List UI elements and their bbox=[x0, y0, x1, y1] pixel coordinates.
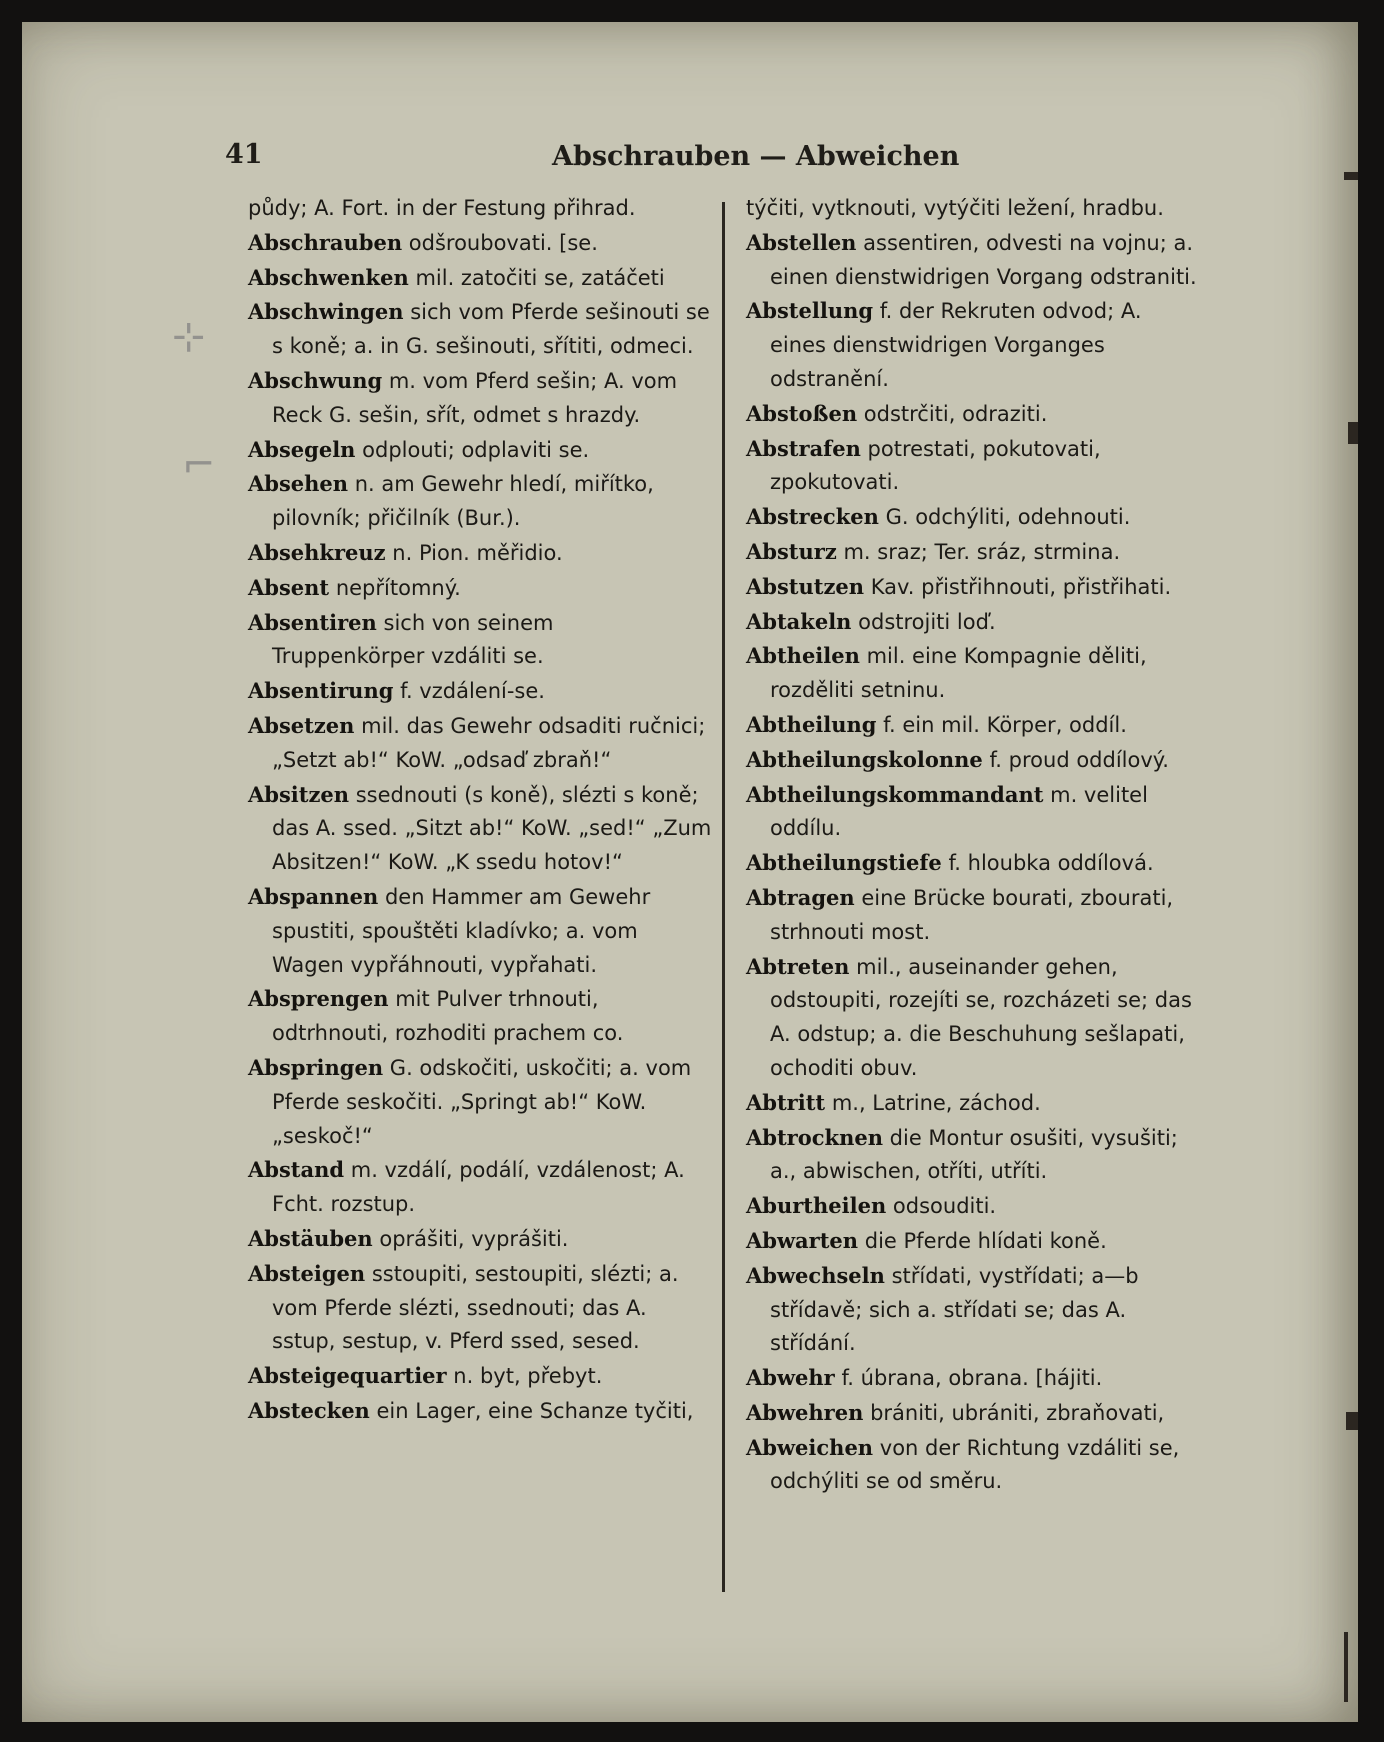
page-number: 41 bbox=[225, 139, 263, 170]
dictionary-entry bbox=[746, 778, 1200, 847]
entry-definition: odšroubovati. [se. bbox=[408, 230, 598, 255]
entry-definition: brániti, ubrániti, zbraňovati, bbox=[870, 1400, 1165, 1425]
dictionary-entry bbox=[248, 1051, 712, 1153]
entry-headword: Abstand bbox=[248, 1157, 345, 1183]
entry-headword: Aburtheilen bbox=[746, 1193, 887, 1219]
entry-definition: f. proud oddílový. bbox=[989, 747, 1169, 772]
entry-definition: m., Latrine, záchod. bbox=[831, 1090, 1041, 1115]
running-head: Abschrauben — Abweichen bbox=[552, 141, 960, 172]
entry-headword: Abwechseln bbox=[746, 1262, 885, 1288]
dictionary-entry bbox=[248, 467, 712, 536]
dictionary-entry bbox=[248, 226, 712, 261]
dictionary-entry bbox=[746, 1121, 1200, 1190]
entry-headword: Abstutzen bbox=[746, 573, 865, 599]
entry-definition: G. odchýliti, odehnouti. bbox=[885, 505, 1131, 530]
entry-headword: Absehkreuz bbox=[248, 539, 386, 565]
pencil-mark-icon: ⌐ bbox=[182, 442, 216, 488]
dictionary-entry bbox=[746, 1086, 1200, 1121]
dictionary-entry bbox=[248, 709, 712, 778]
dictionary-entry bbox=[746, 950, 1200, 1086]
entry-headword: Abspringen bbox=[248, 1054, 384, 1080]
dictionary-entry bbox=[248, 261, 712, 296]
entry-definition: f. úbrana, obrana. [hájiti. bbox=[841, 1366, 1103, 1391]
entry-definition: m. vom Pferd sešin; A. vom Reck G. sešin, sřít, odmet s hrazdy. bbox=[272, 368, 678, 427]
entry-headword: Absent bbox=[248, 574, 330, 600]
entry-definition: odplouti; odplaviti se. bbox=[362, 437, 590, 462]
dictionary-entry bbox=[248, 1222, 712, 1257]
entry-headword: Abtheilung bbox=[746, 711, 877, 737]
dictionary-entry bbox=[746, 432, 1200, 501]
dictionary-entry bbox=[746, 1224, 1200, 1259]
entry-definition: odstrojiti loď. bbox=[858, 609, 996, 634]
entry-headword: Abstellung bbox=[746, 298, 874, 324]
entry-definition: půdy; A. Fort. in der Festung přihrad. bbox=[248, 196, 636, 220]
entry-definition: die Pferde hlídati koně. bbox=[864, 1228, 1107, 1253]
dictionary-entry bbox=[746, 226, 1200, 295]
entry-definition: potrestati, pokutovati, zpokutovati. bbox=[770, 436, 1101, 495]
right-column bbox=[746, 192, 1200, 1499]
entry-definition: f. ein mil. Körper, oddíl. bbox=[883, 712, 1127, 737]
entry-definition: střídati, vystřídati; a—b střídavě; sich a. střídati se; das A. střídání. bbox=[770, 1263, 1139, 1356]
left-column bbox=[248, 192, 712, 1429]
dictionary-entry bbox=[746, 743, 1200, 778]
entry-headword: Abstoßen bbox=[746, 400, 858, 426]
edge-mark bbox=[1346, 1412, 1358, 1430]
entry-definition: sich von seinem Truppenkörper vzdáliti se. bbox=[272, 610, 554, 669]
entry-definition: eine Brücke bourati, zbourati, strhnouti most. bbox=[770, 885, 1174, 944]
entry-definition: n. byt, přebyt. bbox=[453, 1364, 603, 1389]
dictionary-entry bbox=[248, 1153, 712, 1222]
entry-headword: Abstäuben bbox=[248, 1225, 373, 1251]
entry-definition: sich vom Pferde sešinouti se s koně; a. in G. sešinouti, sřítiti, odmeci. bbox=[272, 300, 710, 359]
entry-headword: Absteigequartier bbox=[248, 1363, 447, 1389]
dictionary-entry bbox=[746, 397, 1200, 432]
entry-definition: G. odskočiti, uskočiti; a. vom Pferde seskočiti. „Springt ab!“ KoW. „seskoč!“ bbox=[272, 1055, 692, 1148]
dictionary-entry bbox=[746, 535, 1200, 570]
dictionary-entry bbox=[746, 605, 1200, 640]
entry-headword: Abstecken bbox=[248, 1397, 370, 1423]
dictionary-entry bbox=[248, 364, 712, 433]
entry-headword: Abschwenken bbox=[248, 264, 409, 290]
entry-definition: m. vzdálí, podálí, vzdálenost; A. Fcht. rozstup. bbox=[272, 1158, 685, 1217]
entry-definition: n. am Gewehr hledí, miřítko, pilovník; přičilník (Bur.). bbox=[272, 472, 654, 531]
entry-headword: Abtheilungskolonne bbox=[746, 746, 983, 772]
entry-headword: Abtheilungstiefe bbox=[746, 850, 942, 876]
entry-definition: mil. eine Kompagnie děliti, rozděliti setninu. bbox=[770, 644, 1147, 703]
entry-definition: mil. das Gewehr odsaditi ručnici; „Setzt ab!“ KoW. „odsaď zbraň!“ bbox=[272, 713, 706, 772]
edge-mark bbox=[1344, 1632, 1348, 1702]
entry-headword: Absegeln bbox=[248, 436, 356, 462]
entry-headword: Abschwingen bbox=[248, 299, 404, 325]
entry-headword: Abtakeln bbox=[746, 608, 852, 634]
entry-headword: Absehen bbox=[248, 471, 349, 497]
entry-definition: ein Lager, eine Schanze tyčiti, bbox=[376, 1398, 694, 1423]
dictionary-entry bbox=[248, 778, 712, 880]
dictionary-entry bbox=[248, 1257, 712, 1359]
entry-headword: Abtrocknen bbox=[746, 1124, 883, 1150]
dictionary-entry bbox=[248, 192, 712, 226]
entry-headword: Absetzen bbox=[248, 712, 355, 738]
dictionary-entry bbox=[248, 1394, 712, 1429]
dictionary-entry bbox=[746, 1259, 1200, 1361]
dictionary-entry bbox=[746, 1361, 1200, 1396]
entry-headword: Absentiren bbox=[248, 609, 377, 635]
entry-definition: f. hloubka oddílová. bbox=[948, 851, 1154, 876]
entry-definition: von der Richtung vzdáliti se, odchýliti se od směru. bbox=[770, 1435, 1180, 1494]
dictionary-entry bbox=[746, 1431, 1200, 1500]
entry-definition: mit Pulver trhnouti, odtrhnouti, rozhoditi prachem co. bbox=[272, 987, 624, 1046]
entry-headword: Abwehren bbox=[746, 1399, 864, 1425]
dictionary-entry bbox=[248, 433, 712, 468]
entry-headword: Absteigen bbox=[248, 1260, 366, 1286]
dictionary-entry bbox=[746, 192, 1200, 226]
entry-definition: f. der Rekruten odvod; A. eines dienstwidrigen Vorganges odstranění. bbox=[770, 299, 1142, 391]
dictionary-entry bbox=[248, 295, 712, 364]
entry-definition: sstoupiti, sestoupiti, slézti; a. vom Pferde slézti, ssednouti; das A. sstup, sestup, v. Pferd ssed, sesed. bbox=[272, 1261, 679, 1354]
entry-headword: Abstrecken bbox=[746, 504, 879, 530]
entry-definition: oprášiti, vyprášiti. bbox=[379, 1226, 569, 1251]
dictionary-entry bbox=[248, 606, 712, 675]
dictionary-entry bbox=[746, 639, 1200, 708]
entry-headword: Absitzen bbox=[248, 781, 350, 807]
entry-definition: odstrčiti, odraziti. bbox=[863, 401, 1048, 426]
entry-definition: týčiti, vytknouti, vytýčiti ležení, hradbu. bbox=[746, 196, 1164, 220]
entry-definition: assentiren, odvesti na vojnu; a. einen dienstwidrigen Vorgang odstraniti. bbox=[770, 230, 1197, 289]
dictionary-entry bbox=[746, 846, 1200, 881]
entry-headword: Abtreten bbox=[746, 953, 850, 979]
entry-headword: Absturz bbox=[746, 538, 837, 564]
entry-headword: Abweichen bbox=[746, 1434, 874, 1460]
entry-headword: Abstrafen bbox=[746, 435, 861, 461]
dictionary-page bbox=[22, 22, 1358, 1722]
dictionary-entry bbox=[746, 294, 1200, 396]
entry-definition: n. Pion. měřidio. bbox=[392, 540, 563, 565]
entry-definition: nepřítomný. bbox=[335, 575, 461, 600]
dictionary-entry bbox=[746, 708, 1200, 743]
dictionary-entry bbox=[248, 1359, 712, 1394]
entry-definition: m. velitel oddílu. bbox=[770, 782, 1148, 841]
entry-definition: mil. zatočiti se, zatáčeti bbox=[415, 265, 665, 290]
entry-headword: Abschwung bbox=[248, 367, 383, 393]
entry-headword: Abtheilen bbox=[746, 643, 860, 669]
entry-headword: Abwehr bbox=[746, 1365, 835, 1391]
dictionary-entry bbox=[746, 1189, 1200, 1224]
entry-definition: Kav. přistřihnouti, přistřihati. bbox=[870, 574, 1172, 599]
pencil-mark-icon: ⊹ bbox=[172, 314, 206, 360]
edge-mark bbox=[1344, 172, 1358, 180]
edge-mark bbox=[1348, 422, 1358, 444]
entry-definition: m. sraz; Ter. sráz, strmina. bbox=[843, 539, 1121, 564]
entry-headword: Abwarten bbox=[746, 1227, 859, 1253]
dictionary-entry bbox=[248, 880, 712, 982]
entry-headword: Abtheilungskommandant bbox=[746, 781, 1044, 807]
entry-definition: mil., auseinander gehen, odstoupiti, rozejíti se, rozcházeti se; das A. odstup; a. die Beschuhung sešlapati, ochoditi obuv. bbox=[770, 954, 1192, 1080]
entry-headword: Absprengen bbox=[248, 986, 389, 1012]
dictionary-entry bbox=[248, 982, 712, 1051]
entry-headword: Absentirung bbox=[248, 678, 394, 704]
entry-headword: Abstellen bbox=[746, 229, 857, 255]
column-divider bbox=[722, 202, 725, 1592]
entry-definition: odsouditi. bbox=[892, 1194, 997, 1219]
entry-definition: die Montur osušiti, vysušiti; a., abwischen, otříti, utříti. bbox=[770, 1125, 1178, 1184]
dictionary-entry bbox=[248, 536, 712, 571]
dictionary-entry bbox=[248, 571, 712, 606]
entry-headword: Abtritt bbox=[746, 1089, 826, 1115]
entry-definition: den Hammer am Gewehr spustiti, spouštěti kladívko; a. vom Wagen vypřáhnouti, vypřahati. bbox=[272, 884, 651, 977]
entry-headword: Abschrauben bbox=[248, 229, 403, 255]
entry-headword: Abtragen bbox=[746, 884, 855, 910]
entry-definition: f. vzdálení-se. bbox=[400, 679, 545, 704]
dictionary-entry bbox=[746, 881, 1200, 950]
dictionary-entry bbox=[746, 570, 1200, 605]
entry-definition: ssednouti (s koně), slézti s koně; das A. ssed. „Sitzt ab!“ KoW. „sed!“ „Zum Absitzen!“ KoW. „K ssedu hotov!“ bbox=[272, 782, 712, 875]
dictionary-entry bbox=[746, 1396, 1200, 1431]
entry-headword: Abspannen bbox=[248, 883, 379, 909]
dictionary-entry bbox=[248, 674, 712, 709]
dictionary-entry bbox=[746, 500, 1200, 535]
